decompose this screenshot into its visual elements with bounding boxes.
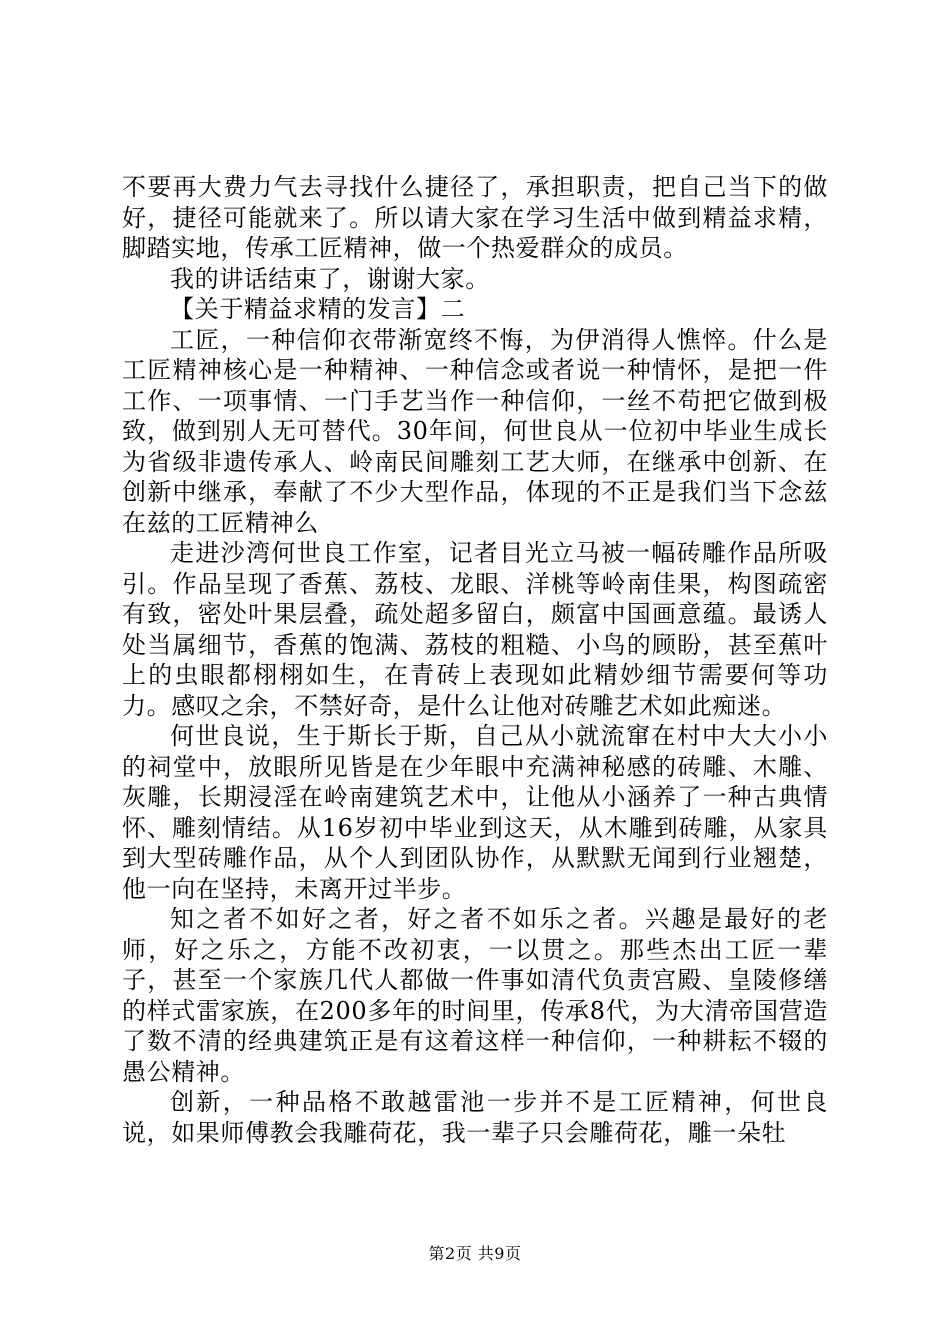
paragraph: 走进沙湾何世良工作室，记者目光立马被一幅砖雕作品所吸引。作品呈现了香蕉、荔枝、龙眼、洋桃等岭南佳果，构图疏密有致，密处叶果层叠，疏处超多留白，颇富中国画意蕴。最诱人处当属细节，香蕉的饱满、荔枝的粗糙、小鸟的顾盼，甚至蕉叶上的虫眼都栩栩如生，在青砖上表现如此精妙细节需要何等功力。感叹之余，不禁好奇，是什么让他对砖雕艺术如此痴迷。	[122, 539, 828, 720]
document-body	[122, 172, 828, 1148]
paragraph-continued: 不要再大费力气去寻找什么捷径了，承担职责，把自己当下的做好，捷径可能就来了。所以请大家在学习生活中做到精益求精，脚踏实地，传承工匠精神，做一个热爱群众的成员。	[122, 173, 828, 262]
section-heading: 【关于精益求精的发言】二	[170, 295, 466, 323]
paragraph: 知之者不如好之者，好之者不如乐之者。兴趣是最好的老师，好之乐之，方能不改初衷，一以贯之。那些杰出工匠一辈子，甚至一个家族几代人都做一件事如清代负责宫殿、皇陵修缮的样式雷家族，在200多年的时间里，传承8代，为大清帝国营造了数不清的经典建筑正是有这着这样一种信仰，一种耕耘不辍的愚公精神。	[122, 905, 828, 1086]
paragraph: 何世良说，生于斯长于斯，自己从小就流窜在村中大大小小的祠堂中，放眼所见皆是在少年眼中充满神秘感的砖雕、木雕、灰雕，长期浸淫在岭南建筑艺术中，让他从小涵养了一种古典情怀、雕刻情结。从16岁初中毕业到这天，从木雕到砖雕，从家具到大型砖雕作品，从个人到团队协作，从默默无闻到行业翘楚，他一向在坚持，未离开过半步。	[122, 722, 828, 903]
paragraph-closing-remark: 我的讲话结束了，谢谢大家。	[170, 264, 490, 293]
page-number-footer: 第2页 共9页	[428, 1244, 522, 1263]
paragraph: 工匠，一种信仰衣带渐宽终不悔，为伊消得人憔悴。什么是工匠精神核心是一种精神、一种信念或者说一种情怀，是把一件工作、一项事情、一门手艺当作一种信仰，一丝不苟把它做到极致，做到别人无可替代。30年间，何世良从一位初中毕业生成长为省级非遗传承人、岭南民间雕刻工艺大师，在继承中创新、在创新中继承，奉献了不少大型作品，体现的不正是我们当下念兹在兹的工匠精神么	[122, 325, 828, 537]
paragraph: 创新，一种品格不敢越雷池一步并不是工匠精神，何世良说，如果师傅教会我雕荷花，我一辈子只会雕荷花，雕一朵牡	[122, 1088, 828, 1147]
